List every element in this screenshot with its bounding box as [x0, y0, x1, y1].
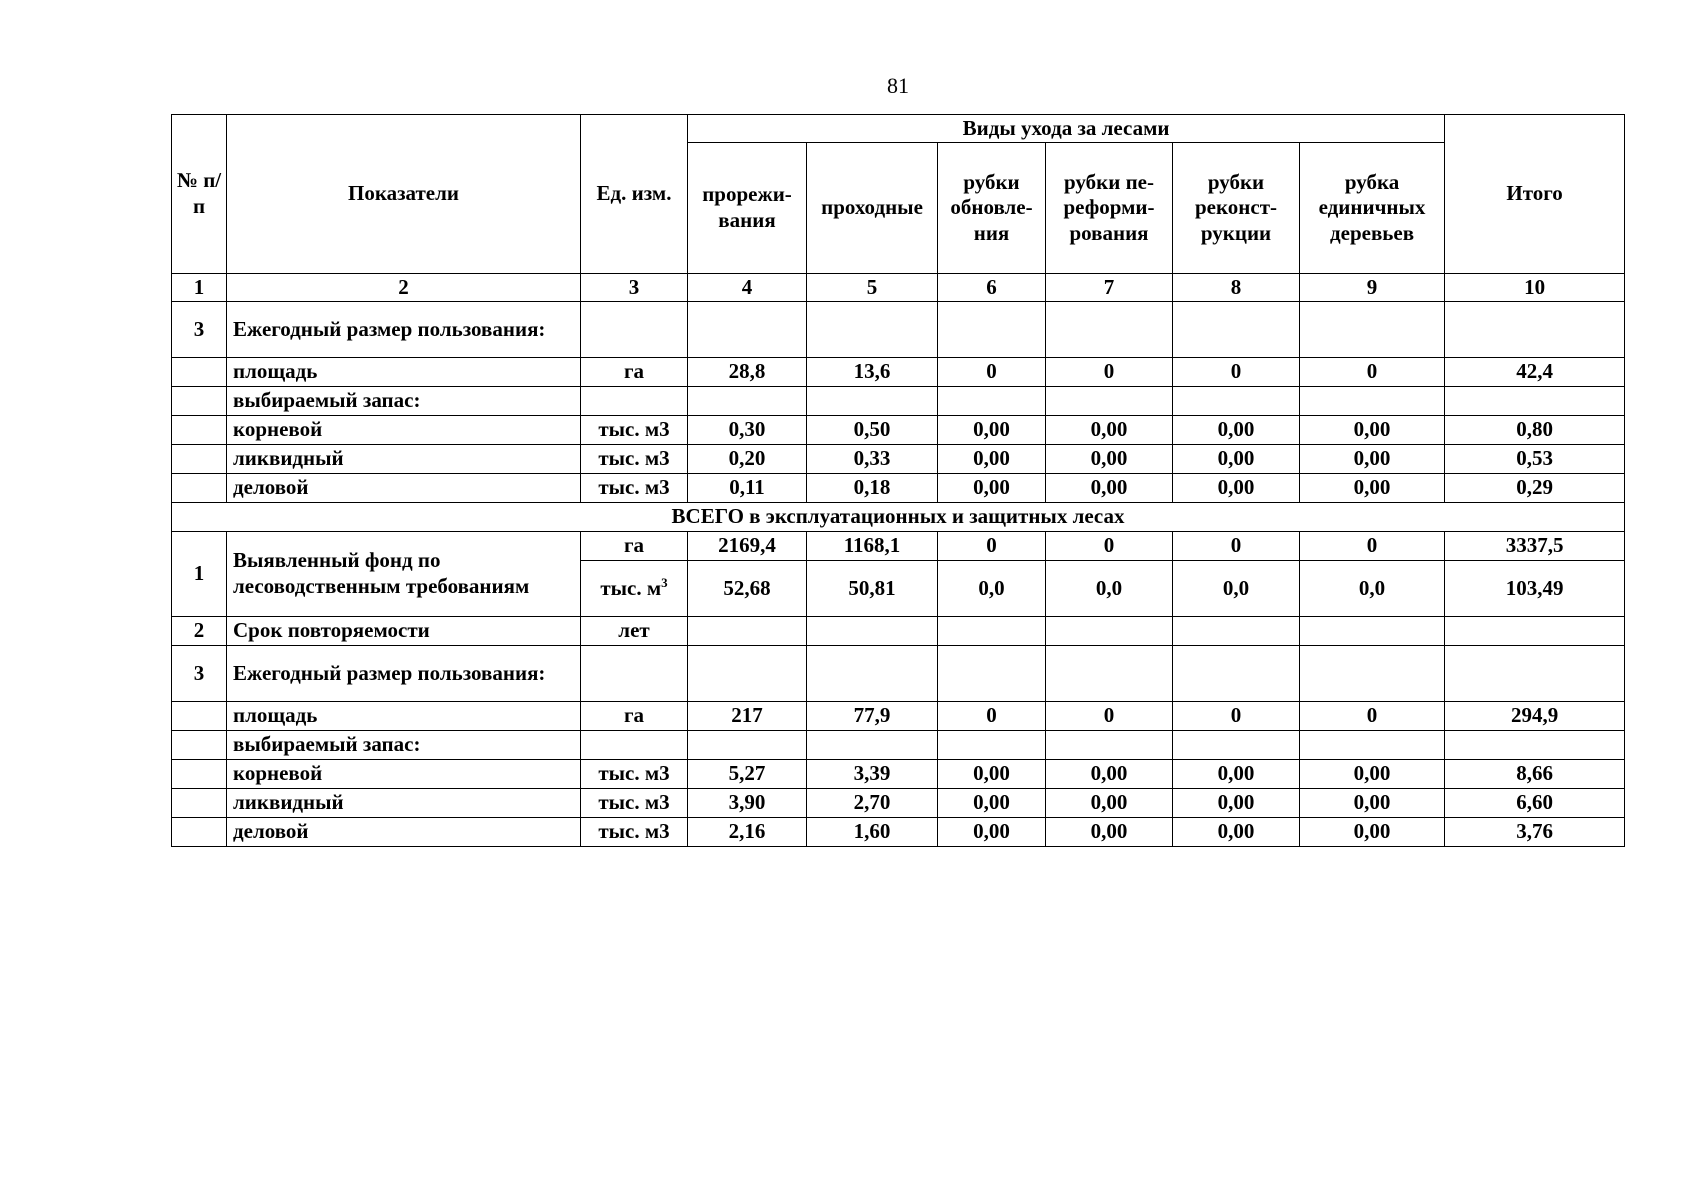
row-total: 6,60 — [1445, 789, 1625, 818]
row-value — [688, 387, 807, 416]
table-row — [172, 702, 1625, 731]
row-unit: га — [581, 702, 688, 731]
table-row — [172, 818, 1625, 847]
header-num: № п/п — [172, 115, 227, 274]
row-value: 0,00 — [1173, 789, 1300, 818]
row-value: 0 — [938, 532, 1046, 561]
row-value — [688, 617, 807, 646]
row-unit — [581, 646, 688, 702]
row-value — [938, 617, 1046, 646]
row-total: 42,4 — [1445, 358, 1625, 387]
row-num — [172, 358, 227, 387]
row-value: 0,00 — [1173, 760, 1300, 789]
header-total: Итого — [1445, 115, 1625, 274]
row-total — [1445, 387, 1625, 416]
row-value — [938, 646, 1046, 702]
row-label: выбираемый запас: — [227, 731, 581, 760]
row-value: 217 — [688, 702, 807, 731]
row-num — [172, 387, 227, 416]
row-value: 0,00 — [938, 818, 1046, 847]
row-label: Ежегодный размер пользования: — [227, 646, 581, 702]
table-row — [172, 617, 1625, 646]
row-num — [172, 445, 227, 474]
row-value — [1300, 646, 1445, 702]
row-value: 0 — [1300, 358, 1445, 387]
table-row — [172, 646, 1625, 702]
column-number: 8 — [1173, 274, 1300, 302]
table-row — [172, 532, 1625, 561]
row-value — [938, 387, 1046, 416]
row-num — [172, 760, 227, 789]
row-unit — [581, 302, 688, 358]
row-value: 0 — [1173, 358, 1300, 387]
row-value — [1300, 617, 1445, 646]
row-total — [1445, 617, 1625, 646]
row-value: 0,00 — [1046, 416, 1173, 445]
row-value — [1173, 302, 1300, 358]
row-total — [1445, 646, 1625, 702]
row-unit — [581, 387, 688, 416]
row-label: Ежегодный размер пользования: — [227, 302, 581, 358]
row-value: 0 — [1300, 702, 1445, 731]
row-value: 0,20 — [688, 445, 807, 474]
row-num — [172, 702, 227, 731]
page-number: 81 — [887, 73, 909, 98]
row-value: 0,00 — [1300, 474, 1445, 503]
column-number: 1 — [172, 274, 227, 302]
row-value: 0,00 — [938, 789, 1046, 818]
section-title-body — [172, 503, 1625, 617]
section-2-body — [172, 617, 1625, 847]
row-value: 1,60 — [807, 818, 938, 847]
row-value: 0,00 — [1300, 818, 1445, 847]
row-value: 3,39 — [807, 760, 938, 789]
row-label: ликвидный — [227, 789, 581, 818]
table-row — [172, 760, 1625, 789]
row-value: 0 — [1300, 532, 1445, 561]
row-label: деловой — [227, 818, 581, 847]
row-unit: тыс. м3 — [581, 416, 688, 445]
row-value: 3,90 — [688, 789, 807, 818]
row-value: 0 — [1046, 702, 1173, 731]
row-total — [1445, 302, 1625, 358]
row-value: 0,33 — [807, 445, 938, 474]
row-value: 0,0 — [1046, 561, 1173, 617]
section-title: ВСЕГО в эксплуатационных и защитных лесах — [172, 503, 1625, 532]
row-value: 0,18 — [807, 474, 938, 503]
row-value: 0 — [938, 702, 1046, 731]
row-value — [1300, 731, 1445, 760]
row-num: 3 — [172, 302, 227, 358]
row-value — [1046, 387, 1173, 416]
row-unit: лет — [581, 617, 688, 646]
row-value: 0,00 — [1300, 445, 1445, 474]
column-number: 6 — [938, 274, 1046, 302]
row-unit: тыс. $м^3$ — [581, 561, 688, 617]
table-row — [172, 474, 1625, 503]
row-value: 0 — [1173, 702, 1300, 731]
row-value: 52,68 — [688, 561, 807, 617]
row-num — [172, 818, 227, 847]
row-value: 0 — [1046, 532, 1173, 561]
row-value — [1173, 387, 1300, 416]
row-value — [807, 731, 938, 760]
row-unit: га — [581, 358, 688, 387]
row-value: 2169,4 — [688, 532, 807, 561]
row-num — [172, 416, 227, 445]
row-value: 0,00 — [938, 416, 1046, 445]
row-value: 0,00 — [1300, 416, 1445, 445]
row-value: 0,50 — [807, 416, 938, 445]
table-row — [172, 416, 1625, 445]
row-value: 0,00 — [1046, 818, 1173, 847]
row-value — [807, 617, 938, 646]
row-value — [807, 646, 938, 702]
row-value — [688, 731, 807, 760]
column-number: 9 — [1300, 274, 1445, 302]
row-value: 0,00 — [1173, 818, 1300, 847]
row-value: 0,0 — [938, 561, 1046, 617]
row-value: 0,00 — [1300, 760, 1445, 789]
column-number: 7 — [1046, 274, 1173, 302]
header-type-renewal: рубки обновле-ния — [938, 143, 1046, 274]
row-total: 0,53 — [1445, 445, 1625, 474]
header-type-reconstruction: рубки реконст-рукции — [1173, 143, 1300, 274]
row-label: ликвидный — [227, 445, 581, 474]
row-label: деловой — [227, 474, 581, 503]
row-unit: тыс. м3 — [581, 474, 688, 503]
row-value — [1173, 617, 1300, 646]
header-type-single-trees: рубка единичных деревьев — [1300, 143, 1445, 274]
row-value — [1300, 302, 1445, 358]
row-value — [688, 302, 807, 358]
table-row — [172, 789, 1625, 818]
row-total: 294,9 — [1445, 702, 1625, 731]
table-row — [172, 731, 1625, 760]
row-value: 0,00 — [1173, 416, 1300, 445]
row-value — [1173, 731, 1300, 760]
row-value: 50,81 — [807, 561, 938, 617]
row-total: 3337,5 — [1445, 532, 1625, 561]
row-label: Выявленный фонд по лесоводственным требованиям — [227, 532, 581, 617]
row-value — [688, 646, 807, 702]
column-number: 10 — [1445, 274, 1625, 302]
row-num: 3 — [172, 646, 227, 702]
table-row — [172, 445, 1625, 474]
row-unit: тыс. м3 — [581, 445, 688, 474]
row-value: 0,00 — [1046, 474, 1173, 503]
header-indicator: Показатели — [227, 115, 581, 274]
table-row — [172, 358, 1625, 387]
row-label: корневой — [227, 760, 581, 789]
column-number: 5 — [807, 274, 938, 302]
row-num — [172, 474, 227, 503]
row-total: 3,76 — [1445, 818, 1625, 847]
column-numbers-row — [172, 274, 1625, 302]
row-total: 103,49 — [1445, 561, 1625, 617]
row-total: 8,66 — [1445, 760, 1625, 789]
section-1-body — [172, 302, 1625, 503]
row-value: 77,9 — [807, 702, 938, 731]
table-row — [172, 387, 1625, 416]
header-unit: Ед. изм. — [581, 115, 688, 274]
row-value: 0,00 — [938, 445, 1046, 474]
forest-care-table — [171, 114, 1625, 847]
row-value — [807, 302, 938, 358]
row-value — [1300, 387, 1445, 416]
row-value: 28,8 — [688, 358, 807, 387]
row-value: 0,00 — [1046, 445, 1173, 474]
row-unit: тыс. м3 — [581, 818, 688, 847]
row-num: 2 — [172, 617, 227, 646]
row-unit: тыс. м3 — [581, 789, 688, 818]
column-number: 3 — [581, 274, 688, 302]
column-number: 2 — [227, 274, 581, 302]
row-num — [172, 731, 227, 760]
column-number: 4 — [688, 274, 807, 302]
row-value — [1046, 646, 1173, 702]
row-unit: га — [581, 532, 688, 561]
row-value: 2,16 — [688, 818, 807, 847]
row-total — [1445, 731, 1625, 760]
row-value: 0,00 — [938, 760, 1046, 789]
row-value: 0,00 — [1046, 760, 1173, 789]
header-type-thinning: прорежи-вания — [688, 143, 807, 274]
header-care-types: Виды ухода за лесами — [688, 115, 1445, 143]
row-value: 0,11 — [688, 474, 807, 503]
row-value: 0,0 — [1173, 561, 1300, 617]
row-value: 0,00 — [1173, 474, 1300, 503]
row-value — [807, 387, 938, 416]
row-value: 1168,1 — [807, 532, 938, 561]
row-total: 0,80 — [1445, 416, 1625, 445]
row-total: 0,29 — [1445, 474, 1625, 503]
row-value: 2,70 — [807, 789, 938, 818]
row-unit — [581, 731, 688, 760]
row-label: площадь — [227, 358, 581, 387]
row-value: 0 — [938, 358, 1046, 387]
row-value: 0 — [1173, 532, 1300, 561]
row-num: 1 — [172, 532, 227, 617]
header-type-passage: проходные — [807, 143, 938, 274]
row-value — [1173, 646, 1300, 702]
row-value: 0,00 — [1173, 445, 1300, 474]
row-value — [938, 731, 1046, 760]
row-label: выбираемый запас: — [227, 387, 581, 416]
row-value: 0,0 — [1300, 561, 1445, 617]
row-value — [938, 302, 1046, 358]
header-type-reform: рубки пе-реформи-рования — [1046, 143, 1173, 274]
row-label: корневой — [227, 416, 581, 445]
row-value: 5,27 — [688, 760, 807, 789]
row-value — [1046, 731, 1173, 760]
row-value: 0,00 — [938, 474, 1046, 503]
row-num — [172, 789, 227, 818]
row-label: Срок повторяемости — [227, 617, 581, 646]
row-value: 13,6 — [807, 358, 938, 387]
row-value: 0,00 — [1046, 789, 1173, 818]
row-unit: тыс. м3 — [581, 760, 688, 789]
row-value — [1046, 302, 1173, 358]
row-value: 0,00 — [1300, 789, 1445, 818]
row-value: 0 — [1046, 358, 1173, 387]
row-value: 0,30 — [688, 416, 807, 445]
row-value — [1046, 617, 1173, 646]
table-row — [172, 302, 1625, 358]
row-label: площадь — [227, 702, 581, 731]
